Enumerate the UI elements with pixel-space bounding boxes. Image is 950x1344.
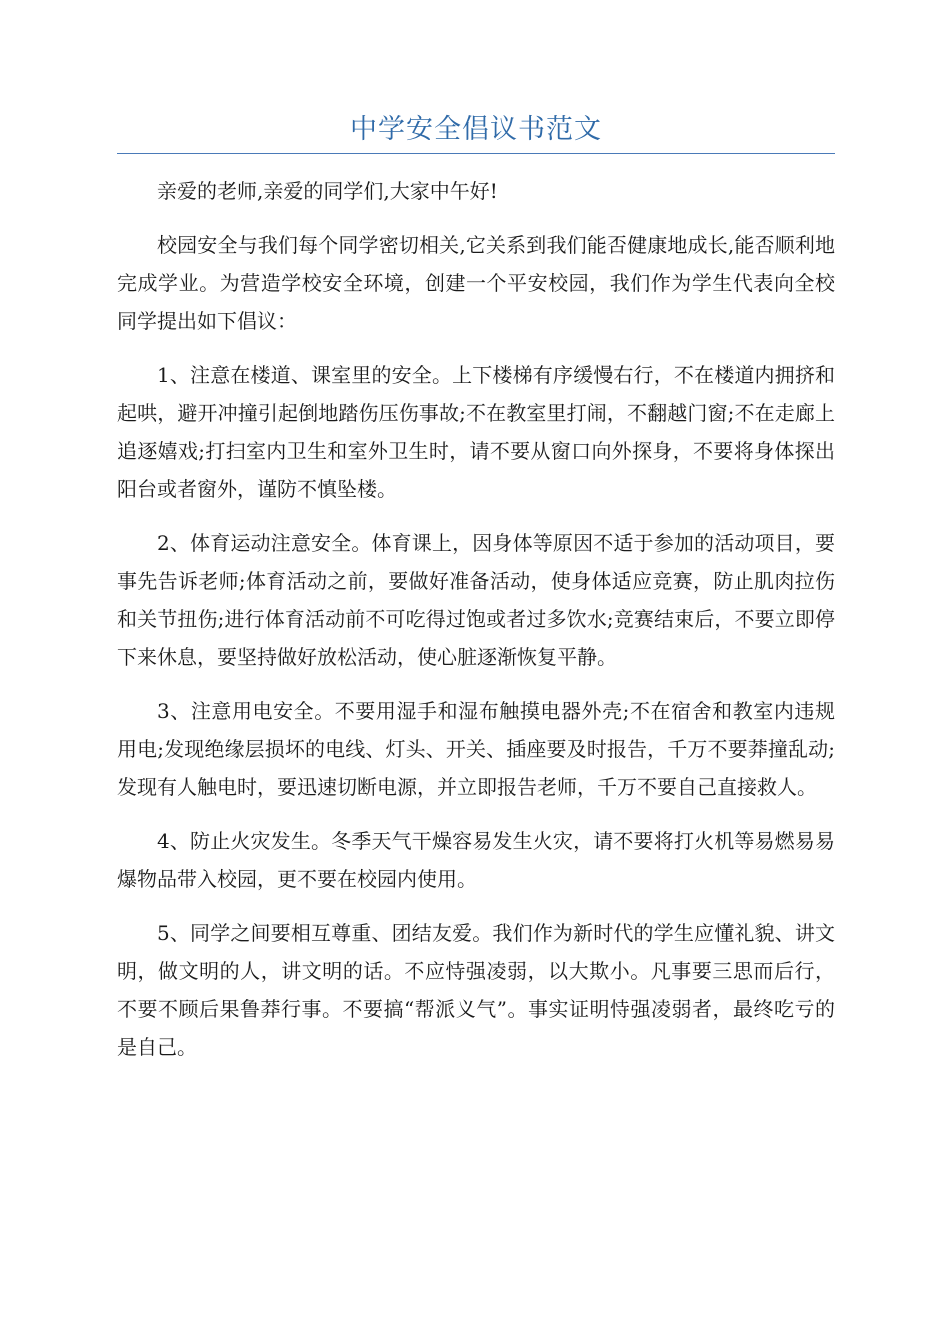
title-underline xyxy=(117,153,835,154)
document-title: 中学安全倡议书范文 xyxy=(350,114,602,145)
paragraph-item-5: 5、同学之间要相互尊重、团结友爱。我们作为新时代的学生应懂礼貌、讲文明，做文明的人，讲文明的话。不应恃强凌弱，以大欺小。凡事要三思而后行，不要不顾后果鲁莽行事。不要搞“帮派义气”。事实证明恃强凌弱者，最终吃亏的是自己。 xyxy=(117,921,835,1059)
paragraph-item-4: 4、防止火灾发生。冬季天气干燥容易发生火灾，请不要将打火机等易燃易易爆物品带入校园，更不要在校园内使用。 xyxy=(117,829,835,891)
paragraph-intro: 校园安全与我们每个同学密切相关,它关系到我们能否健康地成长,能否顺利地完成学业。为营造学校安全环境，创建一个平安校园，我们作为学生代表向全校同学提出如下倡议： xyxy=(117,233,835,333)
paragraph-item-1: 1、注意在楼道、课室里的安全。上下楼梯有序缓慢右行，不在楼道内拥挤和起哄，避开冲撞引起倒地踏伤压伤事故;不在教室里打闹，不翻越门窗;不在走廊上追逐嬉戏;打扫室内卫生和室外卫生时，请不要从窗口向外探身，不要将身体探出阳台或者窗外，谨防不慎坠楼。 xyxy=(117,363,835,501)
paragraph-greeting: 亲爱的老师,亲爱的同学们,大家中午好! xyxy=(157,179,498,203)
paragraph-item-2: 2、体育运动注意安全。体育课上，因身体等原因不适于参加的活动项目，要事先告诉老师;体育活动之前，要做好准备活动，使身体适应竞赛，防止肌肉拉伤和关节扭伤;进行体育活动前不可吃得过饱或者过多饮水;竞赛结束后，不要立即停下来休息，要坚持做好放松活动，使心脏逐渐恢复平静。 xyxy=(117,531,835,669)
document-body xyxy=(117,172,835,1082)
paragraph-item-3: 3、注意用电安全。不要用湿手和湿布触摸电器外壳;不在宿舍和教室内违规用电;发现绝缘层损坏的电线、灯头、开关、插座要及时报告，千万不要莽撞乱动;发现有人触电时，要迅速切断电源，并立即报告老师，千万不要自己直接救人。 xyxy=(117,699,835,799)
